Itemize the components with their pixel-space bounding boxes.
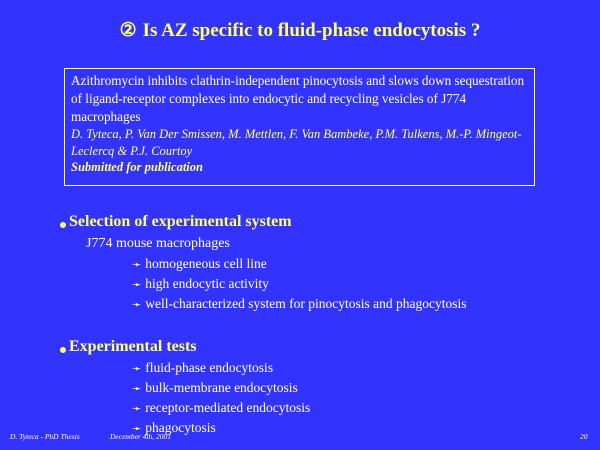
pointing-arrow-icon: ➛: [132, 297, 142, 311]
pointing-arrow-icon: ➛: [132, 257, 142, 271]
pointing-arrow-icon: ➛: [132, 361, 142, 375]
reference-status: Submitted for publication: [71, 160, 203, 174]
reference-title: Azithromycin inhibits clathrin-independent pinocytosis and slows down sequestration of ligand-receptor complexes into endocytic and recycling vesicles of J774 macrophages: [71, 73, 525, 124]
list-item-label: high endocytic activity: [145, 276, 269, 291]
list-item: [132, 400, 310, 416]
list-item-label: well-characterized system for pinocytosis and phagocytosis: [145, 296, 467, 311]
section-heading-system: [60, 213, 292, 231]
footer-page-number: 20: [580, 432, 588, 441]
slide-title: [0, 19, 600, 42]
list-item: [132, 276, 269, 292]
list-item-label: fluid-phase endocytosis: [145, 360, 274, 375]
section-heading-label: Experimental tests: [69, 338, 197, 355]
list-item: [132, 296, 467, 312]
list-item: [132, 360, 273, 376]
list-item-label: receptor-mediated endocytosis: [145, 400, 311, 415]
list-item-label: bulk-membrane endocytosis: [145, 380, 298, 395]
pointing-arrow-icon: ➛: [132, 277, 142, 291]
section-heading-tests: [60, 338, 197, 356]
pointing-arrow-icon: ➛: [132, 401, 142, 415]
round-bullet-icon: [60, 222, 66, 228]
footer-author: D. Tyteca - PhD Thesis: [10, 432, 80, 441]
list-item-label: homogeneous cell line: [145, 256, 267, 271]
list-item: [132, 380, 298, 396]
reference-box: [64, 68, 535, 186]
round-bullet-icon: [60, 347, 66, 353]
pointing-arrow-icon: ➛: [132, 381, 142, 395]
list-item: [132, 256, 267, 272]
reference-authors: D. Tyteca, P. Van Der Smissen, M. Mettlen, F. Van Bambeke, P.M. Tulkens, M.-P. Mingeot-Leclercq & P.J. Courtoy: [71, 127, 522, 158]
system-subheading: J774 mouse macrophages: [86, 236, 230, 251]
title-text: Is AZ specific to fluid-phase endocytosis ?: [142, 20, 481, 41]
section-heading-label: Selection of experimental system: [69, 213, 292, 230]
pointing-arrow-icon: ➛: [132, 421, 142, 435]
title-number: ②: [119, 20, 137, 41]
footer-date: December 4th, 2001: [110, 432, 172, 441]
list-item-label: phagocytosis: [145, 420, 216, 435]
